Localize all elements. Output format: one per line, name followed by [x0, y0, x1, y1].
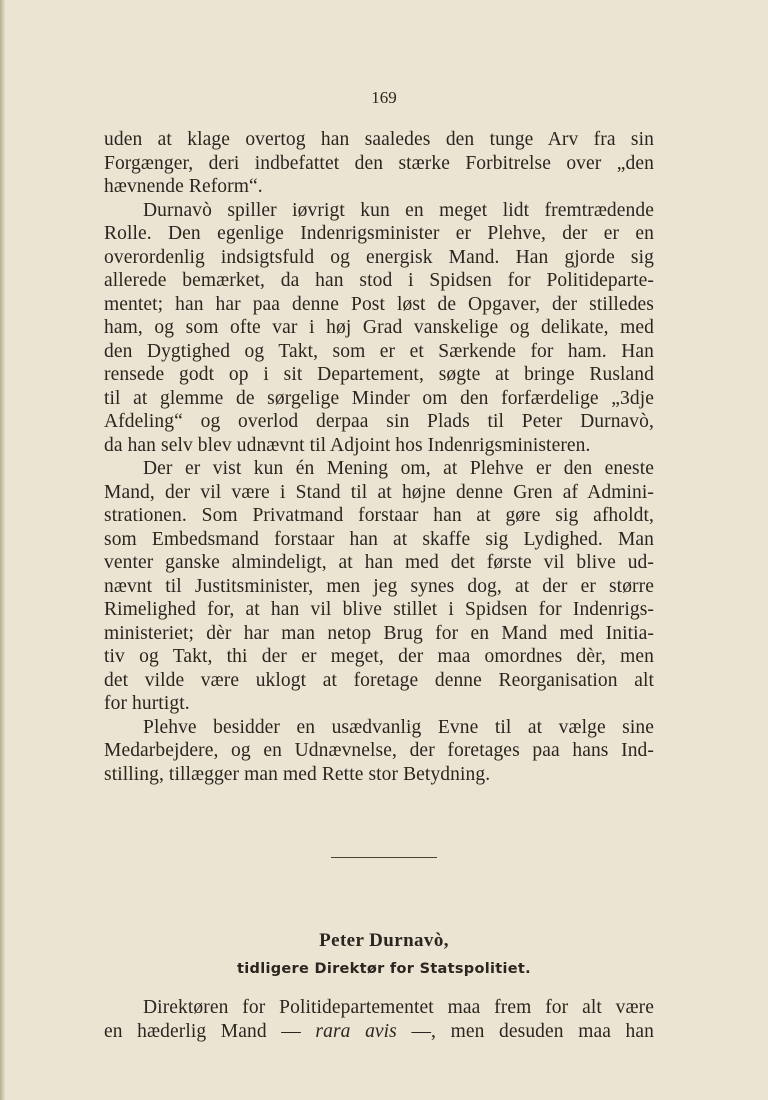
text-fragment: en hæderlig Mand — [104, 1020, 301, 1042]
text-line: strationen. Som Privatmand forstaar han at gøre sig afholdt, [104, 505, 654, 526]
body-text [104, 128, 654, 786]
text-line: Der er vist kun én Mening om, at Plehve er den eneste [143, 458, 654, 479]
text-line: nævnt til Justitsminister, men jeg synes dog, at der er større [104, 575, 654, 597]
text-line: allerede bemærket, da han stod i Spidsen for Politideparte- [104, 270, 654, 291]
text-line: Durnavò spiller iøvrigt kun en meget lidt fremtrædende [143, 199, 654, 221]
text-line: Mand, der vil være i Stand til at højne denne Gren af Admini- [104, 481, 654, 503]
section-divider [331, 857, 437, 858]
text-line: Afdeling“ og overlod derpaa sin Plads til Peter Durnavò, [104, 411, 654, 432]
text-line: overordenlig indsigtsfuld og energisk Mand. Han gjorde sig [104, 246, 654, 268]
text-line: stilling, tillægger man med Rette stor Betydning. [104, 763, 491, 785]
text-line: Medarbejdere, og en Udnævnelse, der foretages paa hans Ind- [104, 740, 654, 761]
text-line: venter ganske almindeligt, at han med det første vil blive ud- [104, 552, 654, 573]
text-line: da han selv blev udnævnt til Adjoint hos Indenrigsministeren. [104, 434, 591, 456]
text-line: som Embedsmand forstaar han at skaffe sig Lydighed. Man [104, 528, 654, 550]
text-line: Direktøren for Politidepartementet maa frem for alt være [143, 997, 654, 1018]
text-line: Forgænger, deri indbefattet den stærke Forbitrelse over „den [104, 152, 654, 174]
text-line: Rolle. Den egenlige Indenrigsminister er Plehve, der er en [104, 223, 654, 244]
text-line: tiv og Takt, thi der er meget, der maa omordnes dèr, men [104, 646, 654, 667]
text-fragment: —, men desuden maa han [411, 1020, 654, 1042]
text-line: ministeriet; dèr har man netop Brug for en Mand med Initia- [104, 622, 654, 644]
section-subtitle: tidligere Direktør for Statspolitiet. [237, 961, 531, 977]
italic-phrase: rara avis [315, 1020, 397, 1042]
text-line: rensede godt op i sit Departement, søgte at bringe Rusland [104, 364, 654, 385]
text-line: til at glemme de sørgelige Minder om den forfærdelige „3dje [104, 387, 654, 409]
text-line: for hurtigt. [104, 693, 190, 714]
text-line: uden at klage overtog han saaledes den tunge Arv fra sin [104, 129, 654, 150]
text-line: ham, og som ofte var i høj Grad vanskelige og delikate, med [104, 317, 654, 338]
page-number: 169 [371, 88, 397, 107]
text-line: det vilde være uklogt at foretage denne Reorganisation alt [104, 669, 654, 691]
text-line: Rimelighed for, at han vil blive stillet i Spidsen for Indenrigs- [104, 599, 654, 620]
text-line: mentet; han har paa denne Post løst de Opgaver, der stilledes [104, 293, 654, 315]
text-line: hævnende Reform“. [104, 176, 263, 197]
text-line: den Dygtighed og Takt, som er et Særkende for ham. Han [104, 340, 654, 362]
text-line: Plehve besidder en usædvanlig Evne til at vælge sine [143, 716, 654, 738]
text-line [104, 1020, 654, 1044]
section-title: Peter Durnavò, [319, 930, 449, 951]
section-body [104, 996, 654, 1043]
